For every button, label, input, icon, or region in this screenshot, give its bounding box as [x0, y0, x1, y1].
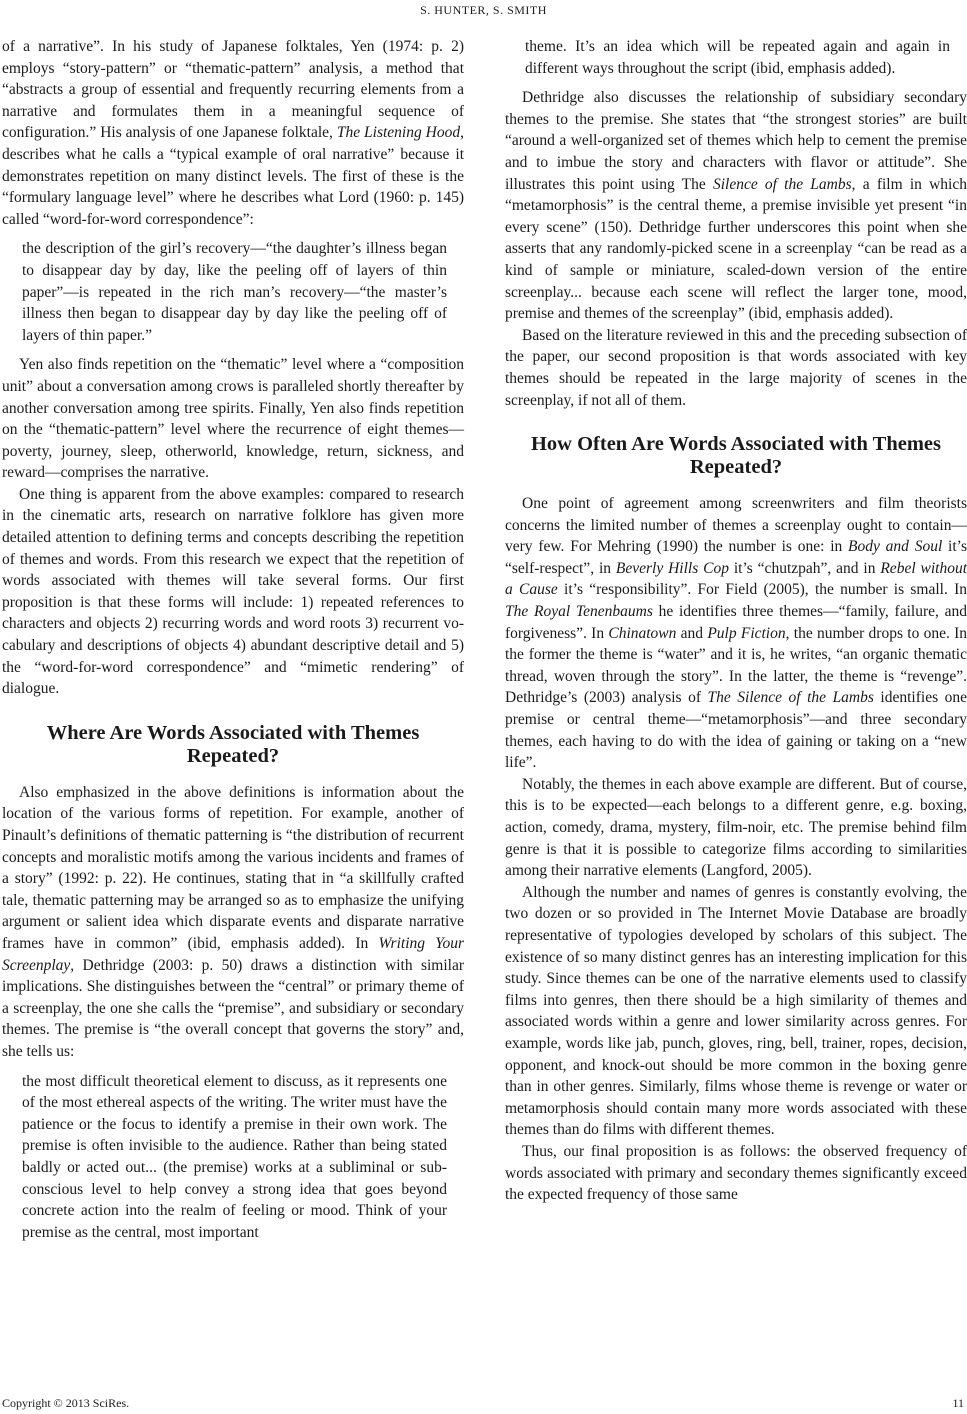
block-quote: the most difficult theoretical element to discuss, as it represents one of the most ethereal aspects of the writing. The writer must have the patience or the focus to identify a premise in their own work. The premise is often invisible to the audience. Rather than being stated baldly or acted out... (the premise) works at a subliminal or subconscious level to help convey a strong idea that goes beyond concrete action into the realm of feeling or mood. Think of your premise as the central, most important: [22, 1072, 447, 1241]
paragraph: Yen also finds repetition on the “thematic” level where a “composition unit” about a conversation among crows is paralleled shortly thereafter by another conversation among tree spirits. Finally, Yen also finds repetition on the “thematic-pattern” level where the recurrence of eight themes—poverty, journey, sleep, otherworld, knowledge, return, sickness, and reward—comprises the narrative.: [2, 356, 464, 482]
film-title: Silence of the Lambs: [712, 175, 852, 193]
film-title: The Listening Hood: [336, 124, 461, 142]
paragraph: Although the number and names of genres is constantly evolving, the two dozen or so provided in The Internet Movie Database are broadly representative of typologies developed by scholars of this subject. The existence of so many distinct genres has an interesting implication for this study. Since themes can be one of the narrative elements used to classify films into genres, then there should be a high similarity of themes and associated words within a genre and lower similarity across genres. For example, words like jab, punch, gloves, ring, bell, trainer, ropes, decision, opponent, and knock-out should be more common in the boxing genre than in other genres. Similarly, films whose theme is revenge or water or metamorphosis should contain many more words associated with these themes than do films with different themes.: [505, 883, 967, 1139]
page-number: 11: [952, 1396, 964, 1410]
paragraph: One point of agreement among screenwriters and film theorists concerns the limited number of themes a screenplay ought to contain—very few. For Mehring (1990) the number is one: in Body and Soul it’s “self-respect”, in Beverly Hills Cop it’s “chutzpah”, and in Rebel without a Cause it’s “responsibility”. For Field (2005), the number is small. In The Royal Tenenbaums he identifies three themes—“family, failure, and forgiveness”. In Chinatown and Pulp Fiction, the number drops to one. In the former the theme is “water” and it is, he writes, “an organic thematic thread, woven through the story”. In the latter, the theme is “revenge”. Dethridge’s (2003) analysis of The Silence of the Lambs identifies one premise or central theme—“metamorphosis”—and three secondary themes, each having to do with the idea of gaining or taking on a “new life”.: [505, 495, 967, 772]
section-heading: How Often Are Words Associated with Themes Repeated?: [530, 433, 941, 479]
right-column: [505, 36, 967, 1206]
paragraph: Dethridge also discusses the relationship of subsidiary secondary themes to the premise. She states that “the strongest stories” are built “around a well-organized set of themes which help to cement the premise and to imbue the story and characters with flavor or attitude”. She illustrates this point using The Silence of the Lambs, a film in which “metamorphosis” is the central theme, a premise invisible yet present “in every scene” (150). Dethridge further underscores this point when she asserts that any randomly-picked scene in a screenplay “can be read as a kind of sample or miniature, scaled-down version of the entire screenplay... because each scene will reflect the larger tone, mood, premise and themes of the screenplay” (ibid, emphasis added).: [505, 89, 967, 323]
copyright-notice: Copyright © 2013 SciRes.: [2, 1396, 130, 1410]
paragraph: Also emphasized in the above definitions is information about the location of the various forms of repetition. For example, another of Pinault’s definitions of thematic patterning is “the distribution of recurrent concepts and moralistic motifs among the various incidents and frames of a story” (1992: p. 22). He continues, stating that in “a skillfully crafted tale, thematic patterning may be arranged so as to emphasize the unifying argument or salient idea which disparate events and disparate narrative frames have in common” (ibid, emphasis added). In Writing Your Screenplay, Dethridge (2003: p. 50) draws a distinction with similar implications. She distinguishes between the “central” or primary theme of a screenplay, the one she calls the “premise”, and subsidiary or secondary themes. The premise is “the overall concept that governs the story” and, she tells us:: [2, 783, 464, 1060]
running-head: S. HUNTER, S. SMITH: [420, 3, 547, 17]
block-quote-continued: theme. It’s an idea which will be repeated again and again in different ways throughout the script (ibid, emphasis added).: [525, 38, 950, 77]
paragraph: Thus, our final proposition is as follows: the observed frequency of words associated with primary and secondary themes significantly exceed the expected frequency of those same: [505, 1142, 967, 1204]
section-heading: Where Are Words Associated with Themes Repeated?: [46, 721, 420, 767]
paragraph: Notably, the themes in each above example are different. But of course, this is to be expected—each belongs to a different genre, e.g. boxing, action, comedy, drama, mystery, film-noir, etc. The premise behind film genre is that it is possible to categorize films according to similarities among their narrative elements (Langford, 2005).: [505, 775, 967, 880]
paragraph: Based on the literature reviewed in this and the preceding subsection of the paper, our second proposition is that words associated with key themes should be repeated in the large majority of scenes in the screenplay, if not all of them.: [505, 326, 967, 409]
paragraph: of a narrative”. In his study of Japanese folktales, Yen (1974: p. 2) employs “story-pattern” or “thematic-pattern” analysis, a method that “abstracts a group of essential and frequently recurring elements from a narrative and formulates them in a meaningful sequence of configuration.” His analysis of one Japanese folktale, The Listening Hood, describes what he calls a “typical example of oral narrative” because it demonstrates repetition on many distinct levels. The first of these is the “formulary language level” where he describes what Lord (1960: p. 145) called “word-for-word correspondence”:: [2, 38, 464, 228]
paragraph: One thing is apparent from the above examples: compared to research in the cinematic arts, research on narrative folklore has given more detailed attention to defining terms and concepts describing the repetition of themes and words. From this research we expect that the repetition of words associated with themes will take several forms. Our first proposition is that these forms will include: 1) repeated references to characters and objects 2) recurring words and word roots 3) recurrent vocabulary and descriptions of objects 4) abundant descriptive detail and 5) the “word-for-word correspondence” and “mimetic rendering” of dialogue.: [2, 485, 464, 698]
book-title: Writing Your Screenplay: [2, 934, 464, 974]
left-column: [2, 36, 464, 1243]
block-quote: the description of the girl’s recovery—“the daughter’s illness began to disappear day by day, like the peeling off of layers of thin paper”—is repeated in the rich man’s recovery—“the master’s illness then began to disappear day by day like the peeling off of layers of thin paper.”: [22, 240, 447, 344]
